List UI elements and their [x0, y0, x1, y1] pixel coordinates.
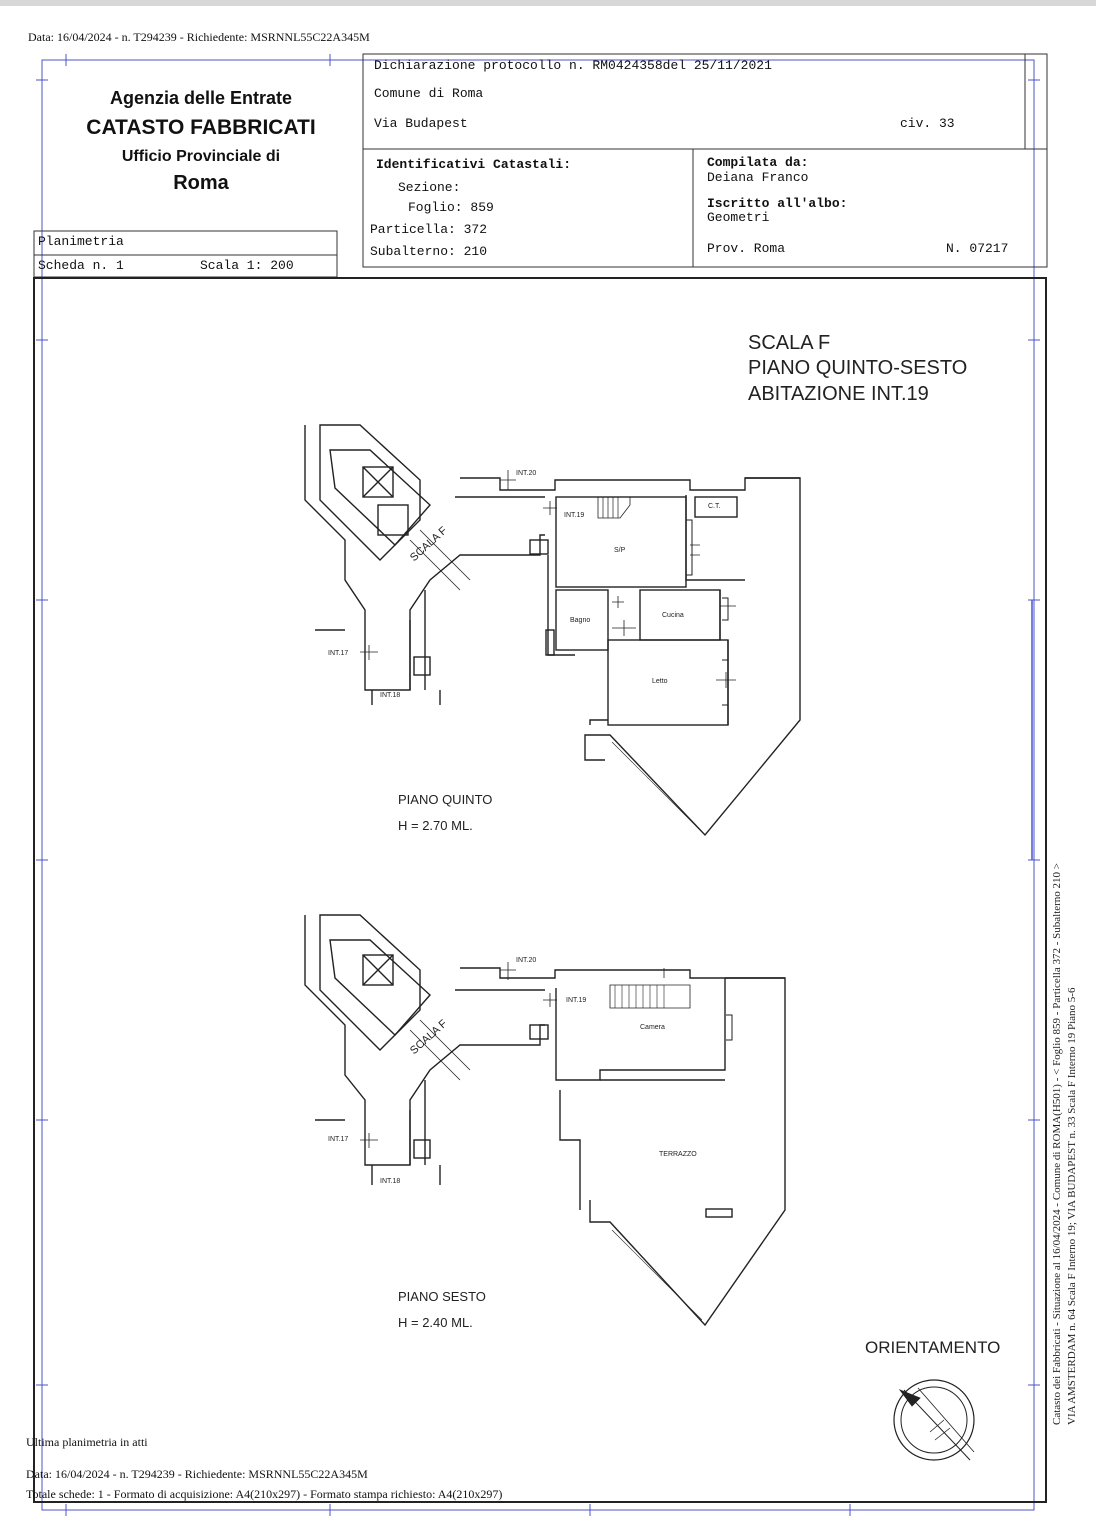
floor6-room-camera: Camera [640, 1024, 665, 1031]
floor5-room-letto: Letto [652, 678, 668, 685]
agency-name: Agenzia delle Entrate [109, 88, 293, 108]
sezione-field: Sezione: [398, 180, 461, 195]
floor5-tag-int18: INT.18 [380, 692, 401, 699]
floor5-tag-int17: INT.17 [328, 650, 349, 657]
floor6-walls [305, 915, 785, 1325]
plan-title-unit: ABITAZIONE INT.19 [748, 383, 929, 405]
main-drawing-frame [34, 278, 1046, 1502]
protocol-line: Dichiarazione protocollo n. RM0424358del 25/11/2021 [374, 58, 772, 73]
office-label: Ufficio Provinciale di [121, 148, 281, 165]
blue-frame [36, 54, 1040, 1516]
province: Prov. Roma [707, 241, 786, 256]
floor5-tag-int20: INT.20 [516, 470, 537, 477]
compiler-name: Deiana Franco [707, 170, 809, 185]
particella-field: Particella: 372 [370, 222, 488, 237]
request-info: Data: 16/04/2024 - n. T294239 - Richiedente: MSRNNL55C22A345M [28, 30, 370, 44]
register-name: Geometri [707, 210, 770, 225]
catasto-title: CATASTO FABBRICATI [86, 116, 316, 139]
register-number: N. 07217 [946, 241, 1009, 256]
floor6-room-terrazzo: TERRAZZO [659, 1151, 697, 1158]
side-cadastral-info [1050, 545, 1090, 1425]
floor5-stair-label: SCALA F [408, 524, 450, 564]
comune-line: Comune di Roma [374, 86, 484, 101]
floor6-height: H = 2.40 ML. [398, 1315, 473, 1330]
floor5-walls [305, 425, 800, 835]
floor5-label: PIANO QUINTO [398, 792, 493, 807]
floor5-room-bagno: Bagno [570, 617, 591, 624]
address-line: Via Budapest [374, 116, 468, 131]
compiler-title: Compilata da: [707, 155, 809, 170]
sheet-number: Scheda n. 1 [38, 258, 124, 273]
identifiers-title: Identificativi Catastali: [376, 157, 572, 172]
floor5-room-ct: C.T. [708, 503, 721, 510]
side-line-1: Catasto dei Fabbricati - Situazione al 16/04/2024 - Comune di ROMA(H501) - < Foglio 859 - Particella 372 - Subalterno 210 > [1051, 862, 1063, 1425]
compass-icon [894, 1380, 974, 1460]
floor6-tag-int18: INT.18 [380, 1178, 401, 1185]
plan-title-floors: PIANO QUINTO-SESTO [748, 357, 968, 379]
footer-last-plan: Ultima planimetria in atti [26, 1435, 148, 1449]
orientation-label: ORIENTAMENTO [865, 1338, 1001, 1357]
planimetria-label: Planimetria [38, 234, 124, 249]
foglio-field: Foglio: 859 [408, 200, 494, 215]
floor6-stair-label: SCALA F [408, 1017, 450, 1057]
floor6-tag-int17: INT.17 [328, 1136, 349, 1143]
side-line-2: VIA AMSTERDAM n. 64 Scala F Interno 19; VIA BUDAPEST n. 33 Scala F Interno 19 Piano 5-6 [1066, 987, 1078, 1425]
floor6-tag-int19: INT.19 [566, 997, 587, 1004]
floor5-room-sp: S/P [614, 547, 626, 554]
plan-title-stair: SCALA F [748, 332, 831, 354]
floor6-label: PIANO SESTO [398, 1289, 486, 1304]
floor6-tag-int20: INT.20 [516, 957, 537, 964]
office-city: Roma [173, 172, 229, 194]
floor5-room-cucina: Cucina [662, 612, 684, 619]
footer-format-info: Totale schede: 1 - Formato di acquisizione: A4(210x297) - Formato stampa richiesto: A4(210x297) [26, 1487, 503, 1501]
scale-label: Scala 1: 200 [200, 258, 294, 273]
register-title: Iscritto all'albo: [707, 196, 848, 211]
subalterno-field: Subalterno: 210 [370, 244, 488, 259]
floor5-height: H = 2.70 ML. [398, 818, 473, 833]
footer-request-info: Data: 16/04/2024 - n. T294239 - Richiedente: MSRNNL55C22A345M [26, 1467, 368, 1481]
civic-number: civ. 33 [900, 116, 955, 131]
floor5-tag-int19: INT.19 [564, 512, 585, 519]
